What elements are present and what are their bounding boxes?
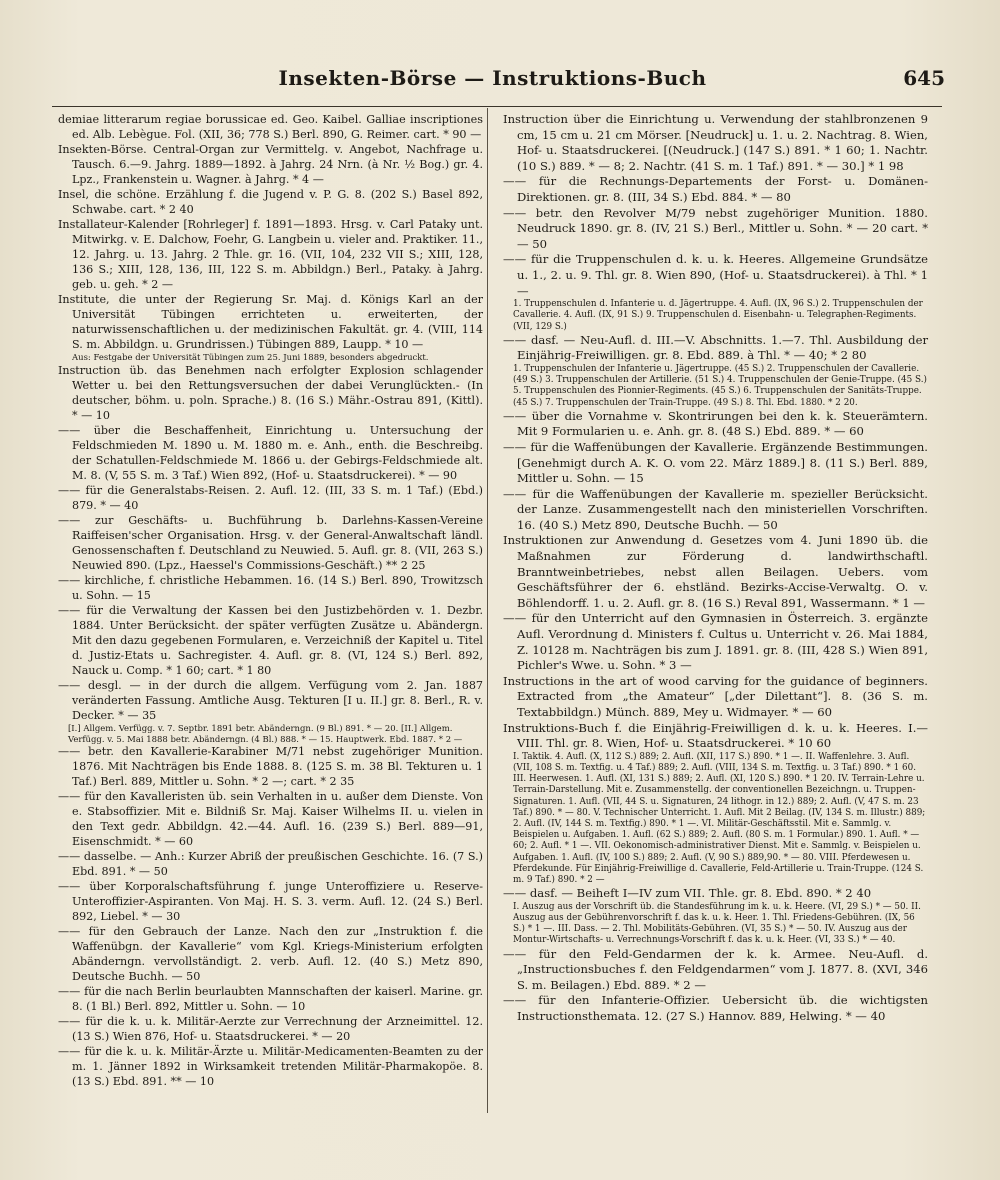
entry-note: Aus: Festgabe der Universität Tübingen zum 25. Juni 1889, besonders abgedruckt. [72, 352, 429, 362]
bibliography-entry: —— für die k. u. k. Militär-Aerzte zur Verrechnung der Arzneimittel. 12. (13 S.) Wien 876, Hof- u. Staatsdruckerei. * — 20 [58, 1015, 483, 1044]
header-rule [52, 106, 942, 107]
bibliography-entry: —— kirchliche, f. christliche Hebammen. 16. (14 S.) Berl. 890, Trowitzsch u. Sohn. — 15 [58, 573, 483, 602]
bibliography-entry: Institute, die unter der Regierung Sr. Maj. d. Königs Karl an der Universität Tübingen errichteten u. erweiterten, der naturwissenschaftlichen u. der medizinischen Fakultät. gr. 4. (VIII, 114 S. m. Abbildgn. u. Grundrissen.) Tübingen 889, Laupp. * 10 — [58, 293, 483, 351]
bibliography-entry: —— über Korporalschaftsführung f. junge Unteroffiziere u. Reserve-Unteroffizier-Aspiranten. Von Maj. H. S. 3. verm. Aufl. 12. (24 S.) Berl. 892, Liebel. * — 30 [58, 880, 483, 924]
bibliography-entry: —— zur Geschäfts- u. Buchführung b. Darlehns-Kassen-Vereine Raiffeisen'scher Organisation. Hrsg. v. der General-Anwaltschaft ländl. Genossenschaften f. Deutschland zu Neuwied. 5. Aufl. gr. 8. (VII, 263 S.) Neuwied 890. (Lpz., Haessel's Commissions-Geschäft.) ** 2 25 [58, 513, 483, 572]
bibliography-entry: —— über die Beschaffenheit, Einrichtung u. Untersuchung der Feldschmieden M. 1890 u. M. 1880 m. e. Anh., enth. die Beschreibg. der Schatullen-Feldschmiede M. 1866 u. der Gebirgs-Feldschmiede alt. M. 8. (V, 55 S. m. 3 Taf.) Wien 892, (Hof- u. Staatsdruckerei). * — 90 [58, 423, 483, 482]
bibliography-entry: Insel, die schöne. Erzählung f. die Jugend v. P. G. 8. (202 S.) Basel 892, Schwabe. cart. * 2 40 [58, 188, 483, 216]
bibliography-entry: —— für die Verwaltung der Kassen bei den Justizbehörden v. 1. Dezbr. 1884. Unter Berücksicht. der später verfügten Zusätze u. Abändergn. Mit den dazu gegebenen Formularen, e. Verzeichniß der Kapitel u. Titel d. Justiz-Etats u. Sachregister. 4. Aufl. gr. 8. (VI, 124 S.) Berl. 892, Nauck u. Comp. * 1 60; cart. * 1 80 [58, 603, 483, 677]
left-column [58, 112, 483, 1089]
bibliography-entry: Instructions in the art of wood carving for the guidance of beginners. Extracted from „the Amateur“ [„der Dilettant“]. 8. (36 S. m. Textabbildgn.) Münch. 889, Mey u. Widmayer. * — 60 [503, 673, 928, 720]
bibliography-entry: Instruction über die Einrichtung u. Verwendung der stahlbronzenen 9 cm, 15 cm u. 21 cm Mörser. [Neudruck] u. 1. u. 2. Nachtrag. 8. Wien, Hof- u. Staatsdruckerei. [(Neudruck.] (147 S.) 891. * 1 60; 1. Nachtr. (10 S.) 889. * — 8; 2. Nachtr. (41 S. m. 1 Taf.) 891. * — 30.] * 1 98 [503, 112, 928, 173]
entry-note: [I.] Allgem. Verfügg. v. 7. Septbr. 1891 betr. Abänderngn. (9 Bl.) 891. * — 20. [II.] Allgem. Verfügg. v. 5. Mai 1888 betr. Abänderngn. (4 Bl.) 888. * — 15. Hauptwerk. Ebd. 1887. * 2 — [68, 722, 463, 744]
bibliography-entry: —— dasf. — Beiheft I—IV zum VII. Thle. gr. 8. Ebd. 890. * 2 40 [503, 886, 872, 901]
bibliography-entry: Insekten-Börse. Central-Organ zur Vermittelg. v. Angebot, Nachfrage u. Tausch. 6.—9. Jahrg. 1889—1892. à Jahrg. 24 Nrn. (à Nr. ½ Bog.) gr. 4. Lpz., Frankenstein u. Wagner. à Jahrg. * 4 — [58, 143, 483, 186]
entry-note: I. Taktik. 4. Aufl. (X, 112 S.) 889; 2. Aufl. (XII, 117 S.) 890. * 1 —. II. Waffenlehre. 3. Aufl. (VII, 108 S. m. Textfig. u. 4 Taf.) 889; 2. Aufl. (VIII, 134 S. m. Textfig. u. 3 Taf.) 890. * 1 60. III. Heerwesen. 1. Aufl. (XI, 131 S.) 889; 2. Aufl. (XI, 120 S.) 890. * 1 20. IV. Terrain-Lehre u. Terrain-Darstellung. Mit e. Zusammenstellg. der conventionellen Bezeichngn. u. Truppen-Signaturen. 1. Aufl. (VII, 44 S. u. Signaturen, 24 lithogr. in 12.) 889; 2. Aufl. (V, 47 S. m. 23 Taf.) 890. * — 80. V. Technischer Unterricht. 1. Aufl. Mit 2 Beilag. (IV, 134 S. m. Illustr.) 889; 2. Aufl. (IV, 144 S. m. Textfig.) 890. * 1 —. VI. Militär-Geschäftsstil. Mit e. Sammlg. v. Beispielen u. Aufgaben. 1. Aufl. (62 S.) 889; 2. Aufl. (80 S. m. 1 Formular.) 890. 1. Aufl. * — 60; 2. Aufl. * 1 —. VII. Oekonomisch-administrativer Dienst. Mit e. Sammlg. v. Beispielen u. Aufgaben. 1. Aufl. (IV, 100 S.) 889; 2. Aufl. (V, 90 S.) 889,90. * — 80. VIII. Pferdewesen u. Pferdekunde. Für Einjährig-Freiwillige d. Cavallerie, Feld-Artillerie u. Train-Truppe. (124 S. m. 9 Taf.) 890. * 2 — [513, 751, 926, 886]
running-title: Insekten-Börse — Instruktions-Buch [278, 66, 707, 90]
page-number: 645 [903, 66, 945, 90]
bibliography-entry: —— für den Unterricht auf den Gymnasien in Österreich. 3. ergänzte Aufl. Verordnung d. Ministers f. Cultus u. Unterricht v. 26. Mai 1884, Z. 10128 m. Nachträgen bis zum J. 1891. gr. 8. (III, 428 S.) Wien 891, Pichler's Wwe. u. Sohn. * 3 — [503, 611, 928, 673]
bibliography-entry: —— für den Kavalleristen üb. sein Verhalten in u. außer dem Dienste. Von e. Stabsoffizier. Mit e. Bildniß Sr. Maj. Kaiser Wilhelms II. u. vielen in den Text gedr. Abbildgn. 42.—44. Aufl. 16. (239 S.) Berl. 889—91, Eisenschmidt. * — 60 [58, 790, 483, 849]
bibliography-entry: —— für den Gebrauch der Lanze. Nach den zur „Instruktion f. die Waffenübgn. der Kavallerie“ vom Kgl. Kriegs-Ministerium erfolgten Abänderngn. vervollständigt. 2. verb. Aufl. 12. (40 S.) Metz 890, Deutsche Buchh. — 50 [58, 925, 483, 984]
bibliography-entry: —— für die Truppenschulen d. k. u. k. Heeres. Allgemeine Grundsätze u. 1., 2. u. 9. Thl. gr. 8. Wien 890, (Hof- u. Staatsdruckerei). à Thl. * 1 — [503, 252, 928, 298]
bibliography-entry: Instruction üb. das Benehmen nach erfolgter Explosion schlagender Wetter u. bei den Rettungsversuchen der dabei Verunglückten.- (In deutscher, böhm. u. poln. Sprache.) 8. (16 S.) Mähr.-Ostrau 891, (Kittl). * — 10 [58, 363, 483, 422]
bibliography-entry: —— für die k. u. k. Militär-Ärzte u. Militär-Medicamenten-Beamten zu der m. 1. Jänner 1892 in Wirksamkeit tretenden Militär-Pharmakopöe. 8. (13 S.) Ebd. 891. ** — 10 [58, 1045, 483, 1089]
bibliography-entry: —— für den Infanterie-Offizier. Uebersicht üb. die wichtigsten Instructionsthemata. 12. (27 S.) Hannov. 889, Helwing. * — 40 [503, 993, 928, 1024]
bibliography-entry: —— dasselbe. — Anh.: Kurzer Abriß der preußischen Geschichte. 16. (7 S.) Ebd. 891. * — 50 [58, 850, 483, 879]
entry-note: 1. Truppenschulen d. Infanterie u. d. Jägertruppe. 4. Aufl. (IX, 96 S.) 2. Truppenschulen der Cavallerie. 4. Aufl. (IX, 91 S.) 9. Truppenschulen d. Eisenbahn- u. Telegraphen-Regiments. (VII, 129 S.) [513, 299, 923, 332]
entry-note: I. Auszug aus der Vorschrift üb. die Standesführung im k. u. k. Heere. (VI, 29 S.) * — 50. II. Auszug aus der Gebührenvorschrift f. das k. u. k. Heer. 1. Thl. Friedens-Gebühren. (IX, 56 S.) * 1 —. III. Dass. — 2. Thl. Mobilitäts-Gebühren. (VI, 35 S.) * — 50. IV. Auszug aus der Montur-Wirtschafts- u. Verrechnungs-Vorschrift f. das k. u. k. Heer. (VI, 33 S.) * — 40. [513, 901, 921, 946]
bibliography-entry: —— desgl. — in der durch die allgem. Verfügung vom 2. Jan. 1887 veränderten Fassung. Amtliche Ausg. Tekturen [I u. II.] gr. 8. Berl., R. v. Decker. * — 35 [58, 678, 483, 722]
entry-note: 1. Truppenschulen der Infanterie u. Jägertruppe. (45 S.) 2. Truppenschulen der Cavallerie. (49 S.) 3. Truppenschulen der Artillerie. (51 S.) 4. Truppenschulen der Genie-Truppe. (45 S.) 5. Truppenschulen des Pionnier-Regiments. (45 S.) 6. Truppenschulen der Sanitäts-Truppe. (45 S.) 7. Truppenschulen der Train-Truppe. (49 S.) 8. Thl. Ebd. 1880. * 2 20. [513, 363, 927, 408]
column-rule [487, 108, 488, 1113]
bibliography-entry: —— dasf. — Neu-Aufl. d. III.—V. Abschnitts. 1.—7. Thl. Ausbildung der Einjährig-Freiwilligen. gr. 8. Ebd. 889. à Thl. * — 40; * 2 80 [503, 332, 928, 363]
bibliography-entry: —— für die Rechnungs-Departements der Forst- u. Domänen-Direktionen. gr. 8. (III, 34 S.) Ebd. 884. * — 80 [503, 174, 928, 204]
bibliography-entry: Instruktions-Buch f. die Einjährig-Freiwilligen d. k. u. k. Heeres. I.—VIII. Thl. gr. 8. Wien, Hof- u. Staatsdruckerei. * 10 60 [503, 720, 928, 751]
bibliography-entry: —— für die Waffenübungen der Kavallerie m. spezieller Berücksicht. der Lanze. Zusammengestellt nach den ministeriellen Vorschriften. 16. (40 S.) Metz 890, Deutsche Buchh. — 50 [503, 486, 928, 532]
page-header [40, 66, 945, 100]
bibliography-entry: —— für die Generalstabs-Reisen. 2. Aufl. 12. (III, 33 S. m. 1 Taf.) (Ebd.) 879. * — 40 [58, 483, 483, 512]
bibliography-entry: —— für die nach Berlin beurlaubten Mannschaften der kaiserl. Marine. gr. 8. (1 Bl.) Berl. 892, Mittler u. Sohn. — 10 [58, 985, 483, 1014]
bibliography-entry: —— für den Feld-Gendarmen der k. k. Armee. Neu-Aufl. d. „Instructionsbuches f. den Feldgendarmen“ vom J. 1877. 8. (XVI, 346 S. m. Beilagen.) Ebd. 889. * 2 — [503, 946, 928, 992]
bibliography-entry: —— über die Vornahme v. Skontrirungen bei den k. k. Steuerämtern. Mit 9 Formularien u. e. Anh. gr. 8. (48 S.) Ebd. 889. * — 60 [503, 408, 928, 439]
bibliography-entry: —— betr. den Kavallerie-Karabiner M/71 nebst zugehöriger Munition. 1876. Mit Nachträgen bis Ende 1888. 8. (125 S. m. 38 Bl. Tekturen u. 1 Taf.) Berl. 889, Mittler u. Sohn. * 2 —; cart. * 2 35 [58, 745, 483, 789]
bibliography-entry: Instruktionen zur Anwendung d. Gesetzes vom 4. Juni 1890 üb. die Maßnahmen zur Förderung d. landwirthschaftl. Branntweinbetriebes, nebst allen Beilagen. Uebers. vom Geschäftsführer der 6. ehstländ. Bezirks-Accise-Verwaltg. O. v. Böhlendorff. 1. u. 2. Aufl. gr. 8. (16 S.) Reval 891, Wassermann. * 1 — [503, 533, 928, 610]
bibliography-entry: —— für die Waffenübungen der Kavallerie. Ergänzende Bestimmungen. [Genehmigt durch A. K. O. vom 22. März 1889.] 8. (11 S.) Berl. 889, Mittler u. Sohn. — 15 [503, 439, 928, 486]
bibliography-entry: demiae litterarum regiae borussicae ed. Geo. Kaibel. Galliae inscriptiones ed. Alb. Lebègue. Fol. (XII, 36; 778 S.) Berl. 890, G. Reimer. cart. * 90 — [58, 113, 483, 141]
bibliography-entry: Installateur-Kalender [Rohrleger] f. 1891—1893. Hrsg. v. Carl Pataky unt. Mitwirkg. v. E. Dalchow, Foehr, G. Langbein u. vieler and. Praktiker. 11., 12. Jahrg. u. 13. Jahrg. 2 Thle. gr. 16. (VII, 104, 232 VII S.; XIII, 128, 136 S.; XIII, 128, 136, III, 122 S. m. Abbildgn.) Berl., Pataky. à Jahrg. geb. u. geh. * 2 — [58, 218, 483, 291]
right-column [503, 112, 928, 1025]
bibliography-entry: —— betr. den Revolver M/79 nebst zugehöriger Munition. 1880. Neudruck 1890. gr. 8. (IV, 21 S.) Berl., Mittler u. Sohn. * — 20 cart. * — 50 [503, 205, 928, 251]
